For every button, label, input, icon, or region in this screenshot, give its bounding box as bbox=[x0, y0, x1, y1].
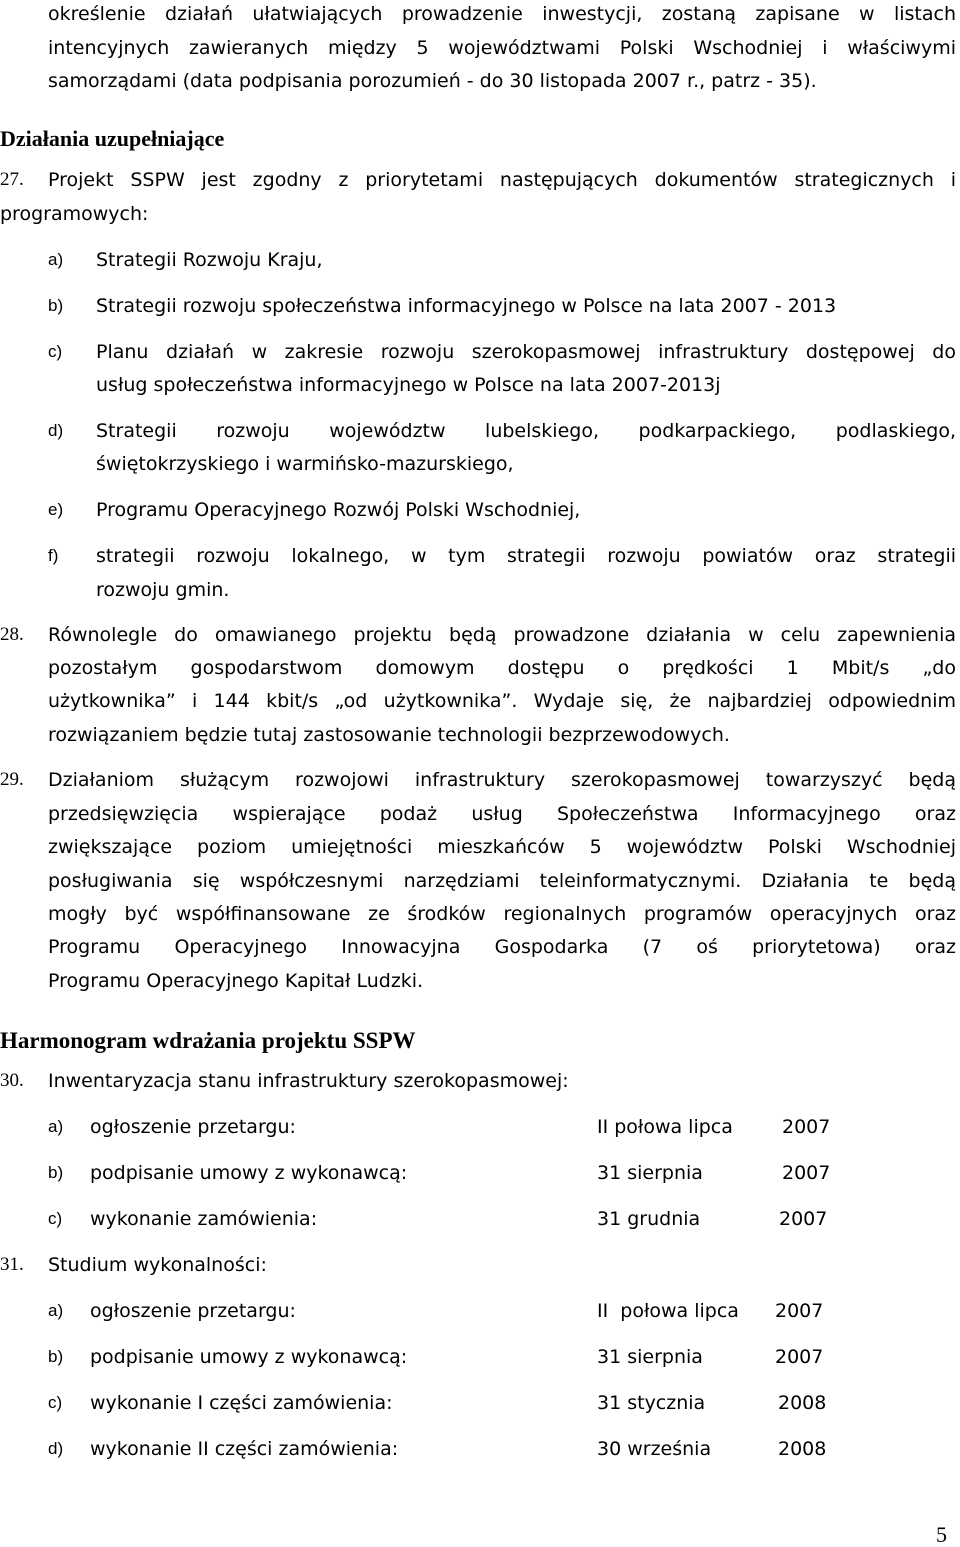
schedule-date: 31 grudnia bbox=[597, 1208, 701, 1230]
intro-line: samorządami (data podpisania porozumień - do 30 listopada 2007 r., patrz - 35). bbox=[48, 70, 817, 92]
list-marker: f) bbox=[48, 546, 59, 565]
list-marker: a) bbox=[48, 1117, 64, 1136]
schedule-year: 2007 bbox=[775, 1300, 824, 1322]
schedule-date: 31 stycznia bbox=[597, 1392, 706, 1414]
list-item-text: Planu działań w zakresie rozwoju szerokopasmowej infrastruktury dostępowej do bbox=[96, 341, 956, 363]
paragraph-line: mogły być współfinansowane ze środków regionalnych programów operacyjnych oraz bbox=[48, 903, 956, 925]
schedule-year: 2008 bbox=[778, 1392, 827, 1414]
paragraph-line: Działaniom służącym rozwojowi infrastruktury szerokopasmowej towarzyszyć będą bbox=[48, 769, 956, 791]
list-marker: e) bbox=[48, 500, 64, 519]
schedule-task: wykonanie zamówienia: bbox=[90, 1208, 318, 1230]
list-item-text: rozwoju gmin. bbox=[96, 579, 230, 601]
page-number: 5 bbox=[936, 1522, 947, 1547]
paragraph-line: Równolegle do omawianego projektu będą prowadzone działania w celu zapewnienia bbox=[48, 624, 956, 646]
paragraph-line: pozostałym gospodarstwom domowym dostępu o prędkości 1 Mbit/s „do bbox=[48, 657, 956, 679]
schedule-date: 31 sierpnia bbox=[597, 1346, 703, 1368]
schedule-task: wykonanie I części zamówienia: bbox=[90, 1392, 393, 1414]
list-marker: b) bbox=[48, 296, 64, 315]
section-heading-supplementary: Działania uzupełniające bbox=[0, 126, 225, 151]
paragraph-number: 27. bbox=[0, 169, 24, 190]
schedule-title: Studium wykonalności: bbox=[48, 1254, 267, 1276]
schedule-task: podpisanie umowy z wykonawcą: bbox=[90, 1346, 408, 1368]
list-marker: d) bbox=[48, 1439, 64, 1458]
paragraph-number: 28. bbox=[0, 624, 24, 645]
intro-line: intencyjnych zawieranych między 5 województwami Polski Wschodniej i właściwymi bbox=[48, 37, 956, 59]
schedule-date: 31 sierpnia bbox=[597, 1162, 703, 1184]
paragraph-line: programowych: bbox=[0, 203, 149, 225]
paragraph-line: zwiększające poziom umiejętności mieszkańców 5 województw Polski Wschodniej bbox=[48, 836, 956, 858]
list-item-text: strategii rozwoju lokalnego, w tym strategii rozwoju powiatów oraz strategii bbox=[96, 545, 956, 567]
list-item-text: Strategii Rozwoju Kraju, bbox=[96, 249, 323, 271]
paragraph-number: 29. bbox=[0, 769, 24, 790]
list-marker: c) bbox=[48, 1209, 63, 1228]
schedule-date: 30 września bbox=[597, 1438, 712, 1460]
list-item-text: usług społeczeństwa informacyjnego w Polsce na lata 2007-2013j bbox=[96, 374, 721, 396]
schedule-task: wykonanie II części zamówienia: bbox=[90, 1438, 399, 1460]
list-marker: b) bbox=[48, 1347, 64, 1366]
schedule-year: 2008 bbox=[778, 1438, 827, 1460]
intro-line: określenie działań ułatwiających prowadzenie inwestycji, zostaną zapisane w listach bbox=[48, 3, 956, 25]
list-marker: b) bbox=[48, 1163, 64, 1182]
paragraph-line: rozwiązaniem będzie tutaj zastosowanie technologii bezprzewodowych. bbox=[48, 724, 730, 746]
schedule-date: II połowa lipca bbox=[597, 1300, 739, 1322]
schedule-task: ogłoszenie przetargu: bbox=[90, 1116, 296, 1138]
list-marker: a) bbox=[48, 250, 64, 269]
list-item-text: świętokrzyskiego i warmińsko-mazurskiego, bbox=[96, 453, 514, 475]
schedule-task: podpisanie umowy z wykonawcą: bbox=[90, 1162, 408, 1184]
paragraph-line: posługiwania się współczesnymi narzędziami teleinformatycznymi. Działania te będą bbox=[48, 870, 956, 892]
paragraph-line: użytkownika” i 144 kbit/s „od użytkownika”. Wydaje się, że najbardziej odpowiednim bbox=[48, 690, 956, 712]
schedule-task: ogłoszenie przetargu: bbox=[90, 1300, 296, 1322]
schedule-date: II połowa lipca bbox=[597, 1116, 733, 1138]
section-heading-schedule: Harmonogram wdrażania projektu SSPW bbox=[0, 1028, 416, 1053]
paragraph-line: Programu Operacyjnego Kapitał Ludzki. bbox=[48, 970, 424, 992]
list-marker: c) bbox=[48, 342, 63, 361]
schedule-year: 2007 bbox=[782, 1116, 831, 1138]
list-item-text: Strategii rozwoju województw lubelskiego, podkarpackiego, podlaskiego, bbox=[96, 420, 956, 442]
paragraph-number: 31. bbox=[0, 1254, 24, 1275]
paragraph-number: 30. bbox=[0, 1070, 24, 1091]
schedule-year: 2007 bbox=[782, 1162, 831, 1184]
list-item-text: Programu Operacyjnego Rozwój Polski Wschodniej, bbox=[96, 499, 581, 521]
paragraph-line: przedsięwzięcia wspierające podaż usług Społeczeństwa Informacyjnego oraz bbox=[48, 803, 956, 825]
paragraph-line: Programu Operacyjnego Innowacyjna Gospodarka (7 oś priorytetowa) oraz bbox=[48, 936, 956, 958]
schedule-year: 2007 bbox=[775, 1346, 824, 1368]
paragraph-line: Projekt SSPW jest zgodny z priorytetami następujących dokumentów strategicznych i bbox=[48, 169, 956, 191]
schedule-year: 2007 bbox=[779, 1208, 828, 1230]
list-marker: d) bbox=[48, 421, 64, 440]
list-item-text: Strategii rozwoju społeczeństwa informacyjnego w Polsce na lata 2007 - 2013 bbox=[96, 295, 837, 317]
list-marker: c) bbox=[48, 1393, 63, 1412]
schedule-title: Inwentaryzacja stanu infrastruktury szerokopasmowej: bbox=[48, 1070, 569, 1092]
list-marker: a) bbox=[48, 1301, 64, 1320]
